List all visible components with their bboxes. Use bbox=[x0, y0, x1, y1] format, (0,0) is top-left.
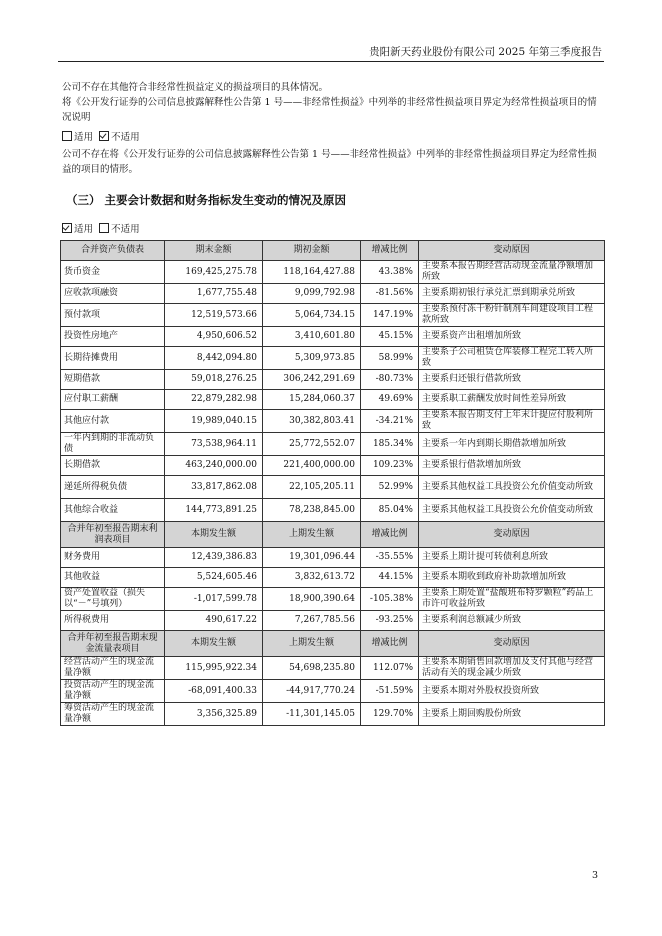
amount-cell: 25,772,552.07 bbox=[263, 433, 361, 456]
ratio-cell: 45.15% bbox=[361, 327, 419, 347]
table-row bbox=[61, 327, 605, 347]
ratio-cell: -35.55% bbox=[361, 548, 419, 568]
table-row bbox=[61, 304, 605, 327]
amount-cell: 8,442,094.80 bbox=[165, 347, 263, 370]
table-row bbox=[61, 433, 605, 456]
amount-cell: 5,309,973.85 bbox=[263, 347, 361, 370]
item-name-cell: 其他收益 bbox=[61, 568, 165, 588]
amount-cell: 30,382,803.41 bbox=[263, 410, 361, 433]
column-header: 增减比例 bbox=[361, 522, 419, 548]
amount-cell: 4,950,606.52 bbox=[165, 327, 263, 347]
financial-changes-table bbox=[60, 240, 605, 726]
page-header: 贵阳新天药业股份有限公司 2025 年第三季度报告 bbox=[369, 46, 602, 58]
table-row bbox=[61, 370, 605, 390]
amount-cell: 144,773,891.25 bbox=[165, 499, 263, 522]
amount-cell: 9,099,792.98 bbox=[263, 284, 361, 304]
reason-cell: 主要系子公司租赁仓库装修工程完工转入所致 bbox=[419, 347, 605, 370]
column-header: 合并资产负债表 bbox=[61, 241, 165, 261]
item-name-cell: 资产处置收益（损失以“－”号填列） bbox=[61, 588, 165, 611]
reason-cell: 主要系预付冻干粉针制剂车间建设项目工程款所致 bbox=[419, 304, 605, 327]
reason-cell: 主要系上期计提可转债利息所致 bbox=[419, 548, 605, 568]
ratio-cell: -81.56% bbox=[361, 284, 419, 304]
intro-paragraph-3: 公司不存在将《公开发行证券的公司信息披露解释性公告第 1 号——非经常性损益》中列举的非经常性损益项目界定为经常性损益的项目的情形。 bbox=[62, 149, 597, 175]
item-name-cell: 其他应付款 bbox=[61, 410, 165, 433]
section-title: （三） 主要会计数据和财务指标发生变动的情况及原因 bbox=[66, 193, 347, 207]
reason-cell: 主要系本报告期支付上年末计提应付股利所致 bbox=[419, 410, 605, 433]
reason-cell: 主要系本期收到政府补助款增加所致 bbox=[419, 568, 605, 588]
reason-cell: 主要系资产出租增加所致 bbox=[419, 327, 605, 347]
amount-cell: 22,105,205.11 bbox=[263, 476, 361, 499]
applicable-label: 适用 bbox=[74, 132, 94, 143]
table-row bbox=[61, 410, 605, 433]
reason-cell: 主要系本期销售回款增加及支付其他与经营活动有关的现金减少所致 bbox=[419, 657, 605, 680]
ratio-cell: 58.99% bbox=[361, 347, 419, 370]
ratio-cell: 147.19% bbox=[361, 304, 419, 327]
amount-cell: 3,832,613.72 bbox=[263, 568, 361, 588]
ratio-cell: 109.23% bbox=[361, 456, 419, 476]
table-header-row bbox=[61, 522, 605, 548]
table-row bbox=[61, 499, 605, 522]
intro-paragraph-1: 公司不存在其他符合非经常性损益定义的损益项目的具体情况。 bbox=[62, 82, 329, 93]
table-row bbox=[61, 548, 605, 568]
amount-cell: 59,018,276.25 bbox=[165, 370, 263, 390]
amount-cell: -68,091,400.33 bbox=[165, 680, 263, 703]
item-name-cell: 财务费用 bbox=[61, 548, 165, 568]
ratio-cell: -51.59% bbox=[361, 680, 419, 703]
amount-cell: 221,400,000.00 bbox=[263, 456, 361, 476]
reason-cell: 主要系一年内到期长期借款增加所致 bbox=[419, 433, 605, 456]
amount-cell: 78,238,845.00 bbox=[263, 499, 361, 522]
reason-cell: 主要系其他权益工具投资公允价值变动所致 bbox=[419, 476, 605, 499]
amount-cell: 73,538,964.11 bbox=[165, 433, 263, 456]
item-name-cell: 投资活动产生的现金流量净额 bbox=[61, 680, 165, 703]
column-header: 期末金额 bbox=[165, 241, 263, 261]
reason-cell: 主要系上期处置“盐酸班布特罗颗粒”药品上市许可收益所致 bbox=[419, 588, 605, 611]
amount-cell: 12,519,573.66 bbox=[165, 304, 263, 327]
applicable-checkbox[interactable] bbox=[62, 131, 72, 141]
reason-cell: 主要系归还银行借款所致 bbox=[419, 370, 605, 390]
not-applicable-checkbox[interactable] bbox=[99, 223, 109, 233]
column-header: 增减比例 bbox=[361, 631, 419, 657]
table-row bbox=[61, 476, 605, 499]
table-row bbox=[61, 611, 605, 631]
amount-cell: 490,617.22 bbox=[165, 611, 263, 631]
item-name-cell: 长期借款 bbox=[61, 456, 165, 476]
not-applicable-label: 不适用 bbox=[111, 132, 140, 143]
applicable-checkbox[interactable] bbox=[62, 223, 72, 233]
ratio-cell: -93.25% bbox=[361, 611, 419, 631]
column-header: 变动原因 bbox=[419, 241, 605, 261]
table-row bbox=[61, 703, 605, 726]
amount-cell: 22,879,282.98 bbox=[165, 390, 263, 410]
amount-cell: 19,989,040.15 bbox=[165, 410, 263, 433]
ratio-cell: -80.73% bbox=[361, 370, 419, 390]
reason-cell: 主要系其他权益工具投资公允价值变动所致 bbox=[419, 499, 605, 522]
table-row bbox=[61, 588, 605, 611]
item-name-cell: 所得税费用 bbox=[61, 611, 165, 631]
table-row bbox=[61, 568, 605, 588]
item-name-cell: 应付职工薪酬 bbox=[61, 390, 165, 410]
amount-cell: 54,698,235.80 bbox=[263, 657, 361, 680]
amount-cell: 5,524,605.46 bbox=[165, 568, 263, 588]
intro-paragraph-2: 将《公开发行证券的公司信息披露解释性公告第 1 号——非经常性损益》中列举的非经常性损益项目界定为经常性损益项目的情况说明 bbox=[62, 97, 597, 123]
applicable-checkline-2 bbox=[62, 221, 140, 235]
amount-cell: 1,677,755.48 bbox=[165, 284, 263, 304]
reason-cell: 主要系期初银行承兑汇票到期承兑所致 bbox=[419, 284, 605, 304]
ratio-cell: 112.07% bbox=[361, 657, 419, 680]
amount-cell: 33,817,862.08 bbox=[165, 476, 263, 499]
item-name-cell: 其他综合收益 bbox=[61, 499, 165, 522]
column-header: 增减比例 bbox=[361, 241, 419, 261]
reason-cell: 主要系银行借款增加所致 bbox=[419, 456, 605, 476]
column-header: 变动原因 bbox=[419, 631, 605, 657]
page-number: 3 bbox=[592, 870, 599, 881]
amount-cell: -1,017,599.78 bbox=[165, 588, 263, 611]
table-header-row bbox=[61, 241, 605, 261]
amount-cell: 463,240,000.00 bbox=[165, 456, 263, 476]
ratio-cell: 44.15% bbox=[361, 568, 419, 588]
item-name-cell: 长期待摊费用 bbox=[61, 347, 165, 370]
applicable-label: 适用 bbox=[74, 224, 94, 235]
ratio-cell: 185.34% bbox=[361, 433, 419, 456]
applicable-checkline-1 bbox=[62, 129, 140, 143]
header-divider bbox=[58, 61, 604, 62]
item-name-cell: 一年内到期的非流动负债 bbox=[61, 433, 165, 456]
table-row bbox=[61, 347, 605, 370]
ratio-cell: 129.70% bbox=[361, 703, 419, 726]
item-name-cell: 短期借款 bbox=[61, 370, 165, 390]
column-header: 本期发生额 bbox=[165, 522, 263, 548]
item-name-cell: 应收款项融资 bbox=[61, 284, 165, 304]
reason-cell: 主要系本报告期经营活动现金流量净额增加所致 bbox=[419, 261, 605, 284]
amount-cell: 3,410,601.80 bbox=[263, 327, 361, 347]
amount-cell: 12,439,386.83 bbox=[165, 548, 263, 568]
reason-cell: 主要系利润总额减少所致 bbox=[419, 611, 605, 631]
amount-cell: 15,284,060.37 bbox=[263, 390, 361, 410]
amount-cell: 5,064,734.15 bbox=[263, 304, 361, 327]
amount-cell: 18,900,390.64 bbox=[263, 588, 361, 611]
item-name-cell: 递延所得税负债 bbox=[61, 476, 165, 499]
column-header: 合并年初至报告期末利润表项目 bbox=[61, 522, 165, 548]
ratio-cell: 49.69% bbox=[361, 390, 419, 410]
amount-cell: -11,301,145.05 bbox=[263, 703, 361, 726]
reason-cell: 主要系上期回购股份所致 bbox=[419, 703, 605, 726]
column-header: 上期发生额 bbox=[263, 522, 361, 548]
ratio-cell: 52.99% bbox=[361, 476, 419, 499]
item-name-cell: 经营活动产生的现金流量净额 bbox=[61, 657, 165, 680]
not-applicable-label: 不适用 bbox=[111, 224, 140, 235]
amount-cell: 306,242,291.69 bbox=[263, 370, 361, 390]
amount-cell: 169,425,275.78 bbox=[165, 261, 263, 284]
column-header: 变动原因 bbox=[419, 522, 605, 548]
amount-cell: 7,267,785.56 bbox=[263, 611, 361, 631]
ratio-cell: 85.04% bbox=[361, 499, 419, 522]
column-header: 本期发生额 bbox=[165, 631, 263, 657]
column-header: 上期发生额 bbox=[263, 631, 361, 657]
item-name-cell: 预付款项 bbox=[61, 304, 165, 327]
table-row bbox=[61, 680, 605, 703]
column-header: 期初金额 bbox=[263, 241, 361, 261]
amount-cell: 118,164,427.88 bbox=[263, 261, 361, 284]
reason-cell: 主要系职工薪酬发放时间性差异所致 bbox=[419, 390, 605, 410]
reason-cell: 主要系本期对外股权投资所致 bbox=[419, 680, 605, 703]
item-name-cell: 货币资金 bbox=[61, 261, 165, 284]
amount-cell: 115,995,922.34 bbox=[165, 657, 263, 680]
ratio-cell: -34.21% bbox=[361, 410, 419, 433]
ratio-cell: -105.38% bbox=[361, 588, 419, 611]
table-row bbox=[61, 284, 605, 304]
amount-cell: 19,301,096.44 bbox=[263, 548, 361, 568]
amount-cell: -44,917,770.24 bbox=[263, 680, 361, 703]
table-row bbox=[61, 456, 605, 476]
table-header-row bbox=[61, 631, 605, 657]
column-header: 合并年初至报告期末现金流量表项目 bbox=[61, 631, 165, 657]
amount-cell: 3,356,325.89 bbox=[165, 703, 263, 726]
table-row bbox=[61, 261, 605, 284]
item-name-cell: 投资性房地产 bbox=[61, 327, 165, 347]
item-name-cell: 筹资活动产生的现金流量净额 bbox=[61, 703, 165, 726]
table-row bbox=[61, 657, 605, 680]
ratio-cell: 43.38% bbox=[361, 261, 419, 284]
not-applicable-checkbox[interactable] bbox=[99, 131, 109, 141]
table-row bbox=[61, 390, 605, 410]
